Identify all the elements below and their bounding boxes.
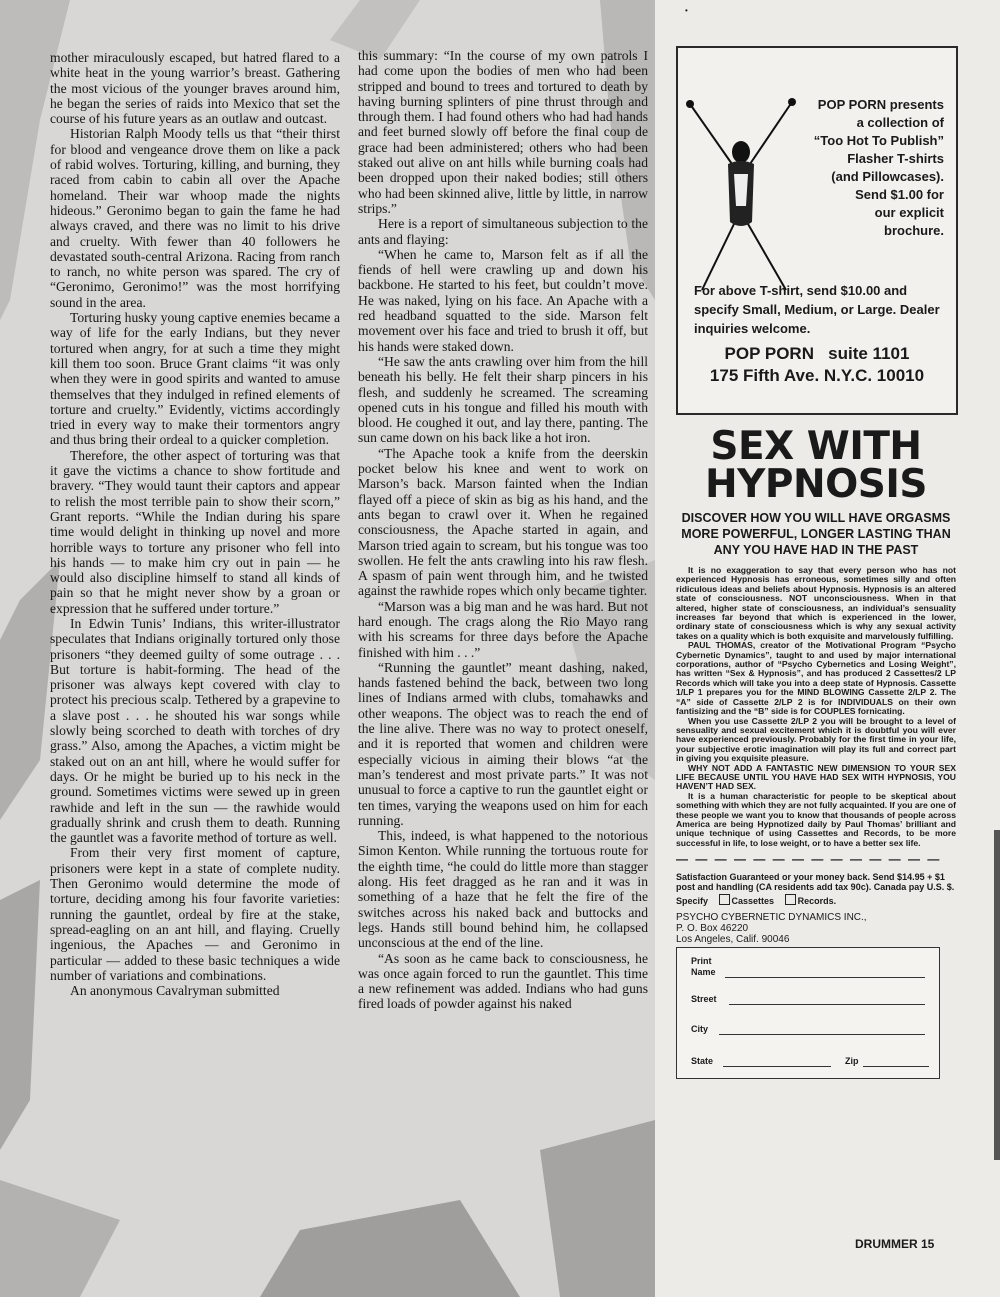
article-paragraph: Historian Ralph Moody tells us that “their thirst for blood and vengeance drove them on like a pack of rabid wolves. Torturing, killing, and burning, they raced from cabin to cabin all over the Apache homeland. Their war whoop made the nights hideous.” Geronimo began to gain the fame he had always craved, and there was no limit to his drive and cruelty. With fewer than 40 followers he devastated south-central Arizona. Racing from ranch to ranch, no white person was spared. The cry of “Geronimo, Geronimo!” was the most horrifying sound in the area. [50, 126, 340, 310]
ad-headline-1: SEX WITH [710, 424, 922, 469]
format-options [676, 894, 956, 906]
article-paragraph: This, indeed, is what happened to the notorious Simon Kenton. While running the tortuous route for the eighth time, “he could do little more than stagger along. His feet dragged as he ran and it was in something of a haze that he felt the fire of the switches across his naked back and buttocks and legs. Hands still bound behind him, he collapsed unconscious at the end of the line. [358, 828, 648, 951]
offer-line: “Too Hot To Publish” [813, 133, 944, 148]
city-field[interactable] [719, 1034, 925, 1035]
records-label: Records. [797, 896, 837, 907]
zip-field[interactable] [863, 1066, 929, 1067]
company-name: PSYCHO CYBERNETIC DYNAMICS INC., [676, 912, 867, 924]
offer-line: a collection of [856, 115, 944, 130]
state-field[interactable] [723, 1066, 831, 1067]
city-label: City [691, 1024, 709, 1035]
ad-offer-lines [754, 96, 944, 240]
article-paragraph: “Running the gauntlet” meant dashing, naked, hands fastened behind the back, between two long lines of Indians armed with clubs, tomahawks and other weapons. The object was to reach the end of the line alive. There was no way to protect oneself, and it is reported that women and children were especially vicious in aiming their blows “at the man’s tenderest and most private parts.” It was not unusual to force a captive to run the gauntlet eight or ten times, varying the weapons used on him for each running. [358, 659, 648, 828]
article-paragraph: Torturing husky young captive enemies became a way of life for the early Indians, but they never tortured when angry, for at such a time they might kill them too soon. Bruce Grant claims “it was only when they were in good spirits and wanted to amuse themselves that they indulged in refined elements of torture and cruelty.” Evidently, victims accordingly tried in every way to make their tormentors angry and thus bring their ordeal to a quicker completion. [50, 310, 340, 448]
ad-subheadline: DISCOVER HOW YOU WILL HAVE ORGASMS MORE POWERFUL, LONGER LASTING THAN ANY YOU HAVE HAD IN THE PAST [681, 511, 951, 557]
state-label: State [691, 1056, 714, 1067]
article-paragraph: “He saw the ants crawling over him from the hill beneath his belly. He felt their sharp pincers in his flesh, and suddenly he screamed. The screaming opened cuts in his tongue and filled his mouth with blood. He coughed it out, and lay there, panting. The sun came down on his back like a hot iron. [358, 353, 648, 446]
print-label: Print [691, 956, 712, 967]
street-field[interactable] [729, 1004, 925, 1005]
article-column-2 [358, 48, 648, 1012]
street-label: Street [691, 994, 717, 1005]
offer-line: (and Pillowcases). [831, 169, 944, 184]
guarantee-text: Satisfaction Guaranteed or your money back. Send $14.95 + $1 post and handling (CA residents add tax 90c). Canada pay U.S. $. [676, 872, 955, 893]
address-line-2: 175 Fifth Ave. N.Y.C. 10010 [709, 366, 925, 385]
offer-line: brochure. [884, 223, 944, 238]
article-paragraph: “Marson was a big man and he was hard. But not hard enough. The crags along the Rio Mayo rang with his screams for three days before the Apache finished with him . . .” [358, 598, 648, 660]
company-city: Los Angeles, Calif. 90046 [676, 934, 790, 946]
order-form [676, 947, 940, 1079]
records-checkbox[interactable] [785, 894, 796, 905]
ad-body-paragraph: WHY NOT ADD A FANTASTIC NEW DIMENSION TO YOUR SEX LIFE BECAUSE UNTIL YOU HAVE HAD SEX WITH HYPNOSIS, YOU HAVEN’T HAD SEX. [676, 762, 956, 792]
ad-body-paragraph: When you use Cassette 2/LP 2 you will be brought to a level of sensuality and sexual excitement which it is doubtful you will ever have experienced previously. Probably for the first time in your life, your subjective erotic imagination will play its full and correct part in giving you exquisite pleasure. [676, 715, 956, 764]
hypnosis-ad [676, 424, 956, 1079]
page-folio: DRUMMER 15 [855, 1237, 935, 1251]
ad-body-paragraph: It is no exaggeration to say that every person who has not experienced Hypnosis has erroneous, sometimes silly and often ridiculous ideas and beliefs about Hypnosis. Hypnosis is an altered state of consciousness. NOT unconsciousness. When in that altered, higher state of consciousness, an individual’s sensuality increases far beyond that which is experienced in the lower, ordinary state of consciousness which is why any sexual activity takes on a quality which is both exquisite and marvelously fulfilling. [676, 565, 956, 641]
article-paragraph: mother miraculously escaped, but hatred flared to a white heat in the young warrior’s breast. Gathering the most vicious of the younger braves around him, he began the series of raids into Mexico that set the course of his future years as an outlaw and outcast. [50, 50, 340, 127]
offer-line: our explicit [874, 205, 944, 220]
article-paragraph: In Edwin Tunis’ Indians, this writer-illustrator speculates that Indians originally tortured only those prisoners “they deemed guilty of some outrage . . . But torture is habit-forming. The head of the prisoner was always kept covered with clay to protect his precious scalp. Tethered by a grapevine to a slave post . . . he shouted his war songs while slowly being scorched to death with torches of dry grass.” Also, among the Apaches, a victim might be staked out on an ant hill, where he would suffer for days. Or he might be buried up to his neck in the ground. Sometimes victims were sewed up in green rawhide and left in the sun — the rawhide would gradually shrink and crush them to death. Running the gauntlet was a favorite method of torture as well. [50, 615, 340, 846]
specify-label: Specify [676, 896, 709, 907]
address-line-1: POP PORN suite 1101 [724, 344, 910, 363]
ad-body-copy [676, 566, 956, 848]
article-paragraph: this summary: “In the course of my own patrols I had come upon the bodies of men who had been stripped and bound to trees and tortured to death by having burning splinters of pine thrust through and through them. I had found others who had had hands and feet burned slowly off before the final coup de grace had been administered; others who had been staked out alive on ant hills while burning coals had been dropped upon their naked bodies; still others who had been skinned alive, little by little, in narrow strips.” [358, 48, 648, 216]
cassettes-label: Cassettes [731, 896, 775, 907]
zip-label: Zip [845, 1056, 859, 1067]
ad-address [678, 343, 956, 387]
article-paragraph: “When he came to, Marson felt as if all the fiends of hell were crawling up and down his backbone. He started to his feet, but couldn’t move. He was naked, lying on his face. An Apache with a red headband squatted to the side. Marson felt movement over his face and tried to brush it off, but his hands were staked down. [358, 246, 648, 354]
article-paragraph: Therefore, the other aspect of torturing was that it gave the victims a chance to show fortitude and bravery. “They would taunt their captors and appear to relish the most terrible pain to show their scorn,” Grant reports. “While the Indian during his spare time would delight in thinking up novel and more horrible ways to torture any prisoner who fell into his hands — to make him cry out in pain — he would also discipline himself to stand all kinds of pain so that he might never show by a groan or expression that he suffered under torture.” [50, 447, 340, 616]
ad-body-paragraph: It is a human characteristic for people to be skeptical about something with which they are not fully acquainted. If you are one of these people we want you to know that thousands of people across America are being Hypnotized daily by Paul Thomas’ brilliant and unique technique of using Cassettes and Records, to be more successful in life, to lose weight, or to have a better sex life. [676, 790, 956, 848]
offer-line: POP PORN presents [817, 97, 944, 112]
cut-line: — — — — — — — — — — — — — — [676, 852, 942, 867]
offer-line: Flasher T-shirts [847, 151, 944, 166]
pop-porn-ad [676, 46, 958, 415]
ad-body-paragraph: PAUL THOMAS, creator of the Motivational Program “Psycho Cybernetic Dynamics”, taught to and used by major international corporations, author of “Psycho Cybernetics and Losing Weight”, has written “Sex & Hypnosis”, and has produced 2 Cassettes/2 LP Records which will take you into a deep state of Hypnosis. Cassette 1/LP 1 prepares you for the MIND BLOWING Cassette 2/LP 2. The “A” side of Cassette 2/LP 2 is for INDIVIDUALS on their own fantisizing and the “B” side is for COUPLES fornicating. [676, 640, 956, 717]
cassettes-checkbox[interactable] [719, 894, 730, 905]
article-paragraph: “As soon as he came back to consciousness, he was once again forced to run the gauntlet. This time a new refinement was added. Indians who had guns fired loads of powder against his naked [358, 950, 648, 1012]
article-paragraph: “The Apache took a knife from the deerskin pocket below his knee and went to work on Marson’s back. Marson fainted when the Indian flayed off a piece of skin as big as his hand, and the ants began to crawl over it. When he regained consciousness, the Apache started in again, and Marson tried again to scream, but his tongue was too swollen. He felt the ants crawling into his raw flesh. A spasm of pain went through him, and he twisted against the rawhide ropes which only became tighter. [358, 445, 648, 599]
order-instructions: For above T-shirt, send $10.00 and specify Small, Medium, or Large. Dealer inquiries welcome. [694, 283, 940, 336]
company-address [676, 912, 956, 945]
name-field[interactable] [725, 977, 925, 978]
stray-mark: • [685, 6, 688, 15]
article-column-1 [50, 50, 340, 998]
ad-headline-2: HYPNOSIS [705, 462, 927, 507]
article-paragraph: From their very first moment of capture, prisoners were kept in a state of complete nudity. Then Geronimo would determine the mode of torture, deciding among his four favorite varieties: running the gauntlet, ordeal by fire at the stake, spread-eagling on an ant hill, and flaying. Cruelly ingenious, the Apaches — and Geronimo in particular — added to these basic techniques a wide number of variations and combinations. [50, 845, 340, 983]
article-paragraph: Here is a report of simultaneous subjection to the ants and flaying: [358, 216, 648, 247]
offer-line: Send $1.00 for [855, 187, 944, 202]
company-pobox: P. O. Box 46220 [676, 923, 749, 935]
page-edge-shadow [994, 830, 1000, 1160]
name-label: Name [691, 967, 716, 978]
article-paragraph: An anonymous Cavalryman submitted [70, 983, 280, 999]
